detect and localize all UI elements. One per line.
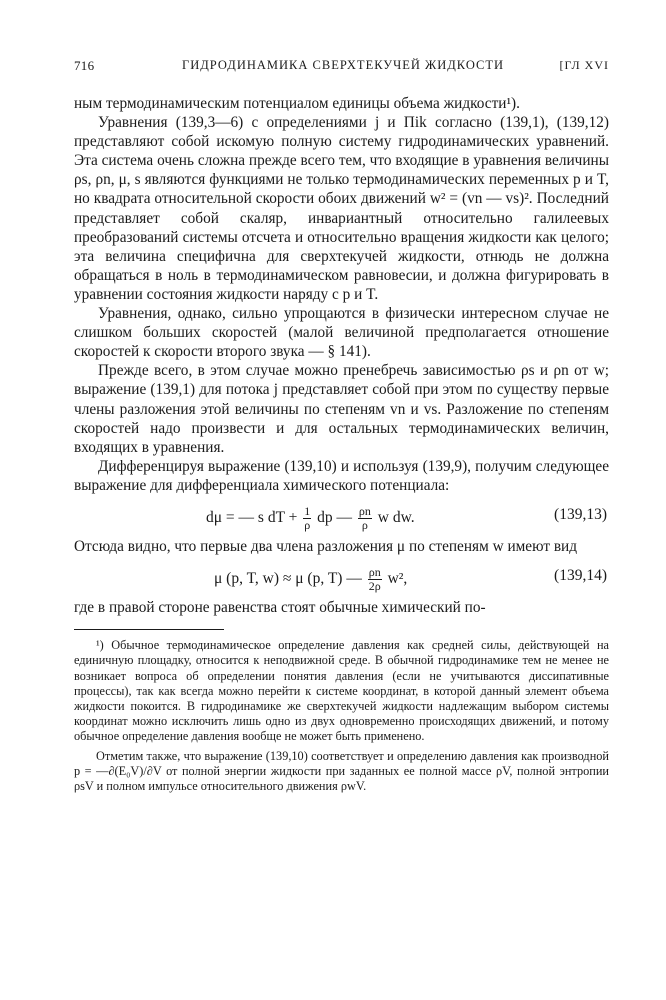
main-text [74,94,609,617]
paragraph: Дифференцируя выражение (139,10) и используя (139,9), получим следующее выражение для дифференциала химического потенциала: [74,457,609,494]
chapter-label: [ГЛ XVI [559,58,609,72]
equation-139-14 [74,556,609,598]
paragraph: Прежде всего, в этом случае можно пренебречь зависимостью ρs и ρn от w; выражение (139,1) для потока j представляет собой при этом по существу первые члены разложения этой величины по степеням vn и vs. Разложение по степеням скоростей надо произвести и для остальных термодинамических величин, входящих в уравнения. [74,362,609,456]
page-number: 716 [74,58,95,73]
paragraph: где в правой стороне равенства стоят обычные химический по- [74,599,486,617]
paragraph: Отсюда видно, что первые два члена разложения μ по степеням w имеют вид [74,537,578,555]
footnote: Отметим также, что выражение (139,10) соответствует и определению давления как производной p = —∂(E₀V)/∂V от полной энергии жидкости при заданных ее полной массе ρV, полной энтропии ρsV и полном импульсе относительного движения ρwV. [74,748,609,793]
equation-number: (139,13) [554,505,607,523]
running-header [74,58,609,80]
equation-number: (139,14) [554,567,607,585]
paragraph: Уравнения, однако, сильно упрощаются в физически интересном случае не слишком больших скоростей (малой величиной предполагается отношение скоростей к скорости второго звука — § 141). [74,305,609,361]
equation-139-13 [74,495,609,537]
footnotes [74,638,609,794]
running-title: ГИДРОДИНАМИКА СВЕРХТЕКУЧЕЙ ЖИДКОСТИ [182,58,505,72]
footnote: ¹) Обычное термодинамическое определение давления как средней силы, действующей на единичную площадку, относится к неподвижной среде. В обычной гидродинамике тем не менее не возникает вопроса об определении понятия давления (если не учитываются диссипативные процессы), так как всегда можно перейти к системе координат, в которой данный элемент объема жидкости покоится. В гидродинамике же сверхтекучей жидкости надлежащим выбором системы координат можно исключить лишь одно из двух одновременно происходящих движений, и потому обычное определение давления вообще не может быть применено. [74,638,609,744]
equation-expression: μ (p, T, w) ≈ μ (p, T) — $\frac{\rho n}{2\rho}$ w², [214,565,408,594]
book-page [74,58,609,794]
paragraph: Уравнения (139,3—6) с определениями j и Πik согласно (139,1), (139,12) представляют собой искомую полную систему гидродинамических уравнений. Эта система очень сложна прежде всего тем, что входящие в уравнения величины ρs, ρn, μ, s являются функциями не только термодинамических переменных p и T, но квадрата относительной скорости обоих движений w² = (vn — vs)². Последний представляет собой скаляр, инвариантный относительно галилеевых преобразований системы отсчета и относительно вращения жидкости как целого; эта величина специфична для сверхтекучей жидкости, отнюдь не должна обращаться в ноль в термодинамическом равновесии, и должна фигурировать в уравнении состояния жидкости наряду с p и T. [74,114,609,303]
paragraph: ным термодинамическим потенциалом единицы объема жидкости¹). [74,95,520,112]
footnote-rule [74,629,224,630]
equation-expression: dμ = — s dT + $\frac{1}{\rho}$ dp — $\frac{\rho n}{\rho}$ w dw. [206,503,415,532]
